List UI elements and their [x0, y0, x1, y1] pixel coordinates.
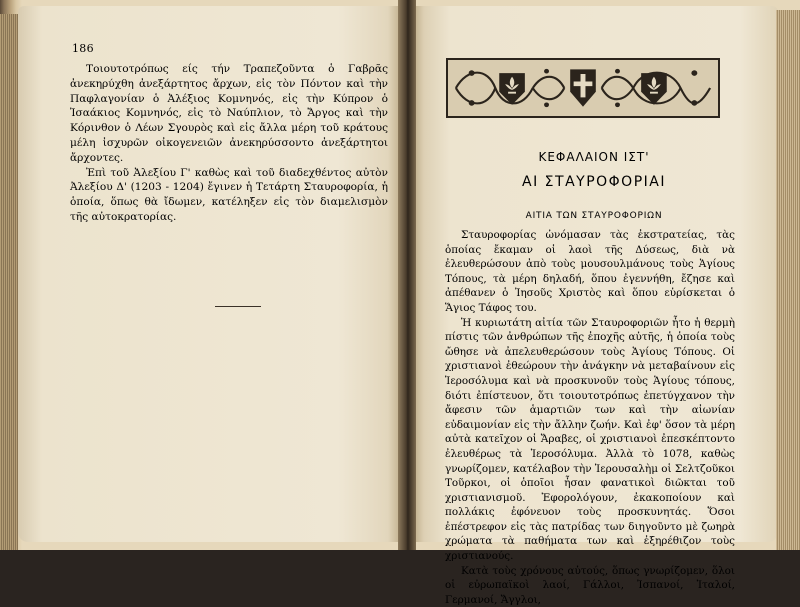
paragraph: Σταυροφορίας ὠνόμασαν τὰς ἐκστρατείας, τὰς ὁποίας ἔκαμαν οἱ λαοὶ τῆς Δύσεως, διὰ νὰ ἐλευθερώσουν ἀπὸ τοὺς μουσουλμάνους τοὺς Ἁγίους Τόπους, τὰ μέρη δηλαδή, ὅπου ἐγεννήθη, ἔζησε καὶ ἀπέθανεν ὁ Ἰησοῦς Χριστὸς καὶ ὅπου εὑρίσκεται ὁ Ἅγιος Τάφος του.: [445, 229, 735, 314]
paragraph: Τοιουτοτρόπως είς τήν Τραπεζοῦντα ὁ Γαβρᾶς ἀνεκηρύχθη ἀνεξάρτητος ἄρχων, εἰς τὸν Πόντον καὶ τὴν Παφλαγονίαν ὁ Ἀλέξιος Κομνηνός, εἰς τὴν Κύπρον ὁ Ἰσαάκιος Κομνηνός, εἰς τὸ Ναύπλιον, τὸ Ἄργος καὶ τὴν Κόρινθον ὁ Λέων Σγουρὸς καὶ εἰς ἄλλα μέρη τοῦ κράτους μέλη ἰσχυρῶν οἰκογενειῶν ἀνεκηρύσσοντο ἀνεξάρτητοι ἄρχοντες.: [70, 63, 388, 164]
paragraph: Ἡ κυριωτάτη αἰτία τῶν Σταυροφοριῶν ἦτο ἡ θερμὴ πίστις τῶν ἀνθρώπων τῆς ἐποχῆς αὐτῆς, ἡ ὁποία τοὺς ὤθησε νὰ ἀπελευθερώσουν τοὺς Ἁγίους Τόπους. Οἱ χριστιανοὶ ἐθεώρουν τὴν ἀνάγκην νὰ μεταβαίνουν εἰς Ἱεροσόλυμα καὶ νὰ προσκυνοῦν τοὺς Ἁγίους τόπους, διότι ἐπίστευον, ὅτι τοιουτοτρόπως ἐπετύγχανον τὴν ἄφεσιν τῶν ἁμαρτιῶν των καὶ τὴν αἰωνίαν εὐδαιμονίαν εἰς τὴν ἄλλην ζωήν. Καὶ ἐφ' ὅσον τὰ μέρη αὐτὰ κατεῖχον οἱ Ἄραβες, οἱ χριστιανοὶ ἐπεσκέπτοντο ἐλευθέρως τὰ Ἱεροσόλυμα. Ἀλλὰ τὸ 1078, καθὼς γνωρίζομεν, κατέλαβον τὴν Ἱερουσαλὴμ οἱ Σελτζοῦκοι Τοῦρκοι, οἱ ὁποῖοι ἦσαν φανατικοὶ διῶκται τοῦ χριστιανισμοῦ. Ἐφορολόγουν, ἐκακοποίουν καὶ πολλάκις ἐφόνευον τοὺς προσκυνητάς. Ὅσοι ἐπέστρεφον εἰς τὰς πατρίδας των διηγοῦντο μὲ ζωηρὰ χρώματα τὰ παθήματα των καὶ ἐξηρέθιζον τοὺς χριστιανούς.: [445, 316, 735, 563]
chapter-title: ΑΙ ΣΤΑΥΡΟΦΟΡΙΑΙ: [522, 174, 666, 190]
right-page-text: [445, 228, 735, 607]
paragraph: Ἐπὶ τοῦ Ἀλεξίου Γ' καθὼς καὶ τοῦ διαδεχθέντος αὐτὸν Ἀλεξίου Δ' (1203 - 1204) ἔγινεν ἡ Τετάρτη Σταυροφορία, ἡ ὁποία, ὅπως θὰ ἴδωμεν, κατέληξεν εἰς τὸν διαμελισμὸν τῆς αὐτοκρατορίας.: [70, 166, 388, 223]
section-title: ΑΙΤΙΑ ΤΩΝ ΣΤΑΥΡΟΦΟΡΙΩΝ: [525, 211, 663, 221]
decorative-header-ornament: [446, 58, 720, 118]
ornament-graphic: [448, 60, 718, 116]
left-page-text: [70, 62, 388, 225]
paragraph: Κατὰ τοὺς χρόνους αὐτούς, ὅπως γνωρίζομεν, ὅλοι οἱ εὐρωπαϊκοὶ λαοί, Γάλλοι, Ἰσπανοί, Ἰταλοί, Γερμανοί, Ἄγγλοι,: [445, 564, 735, 606]
section-divider: [215, 306, 261, 307]
page-edges-right: [776, 10, 800, 550]
chapter-number: ΚΕΦΑΛΑΙΟΝ ΙΣΤ': [538, 150, 650, 164]
page-number: 186: [72, 42, 94, 55]
book-gutter: [398, 0, 416, 550]
page-edges-left: [0, 14, 18, 550]
